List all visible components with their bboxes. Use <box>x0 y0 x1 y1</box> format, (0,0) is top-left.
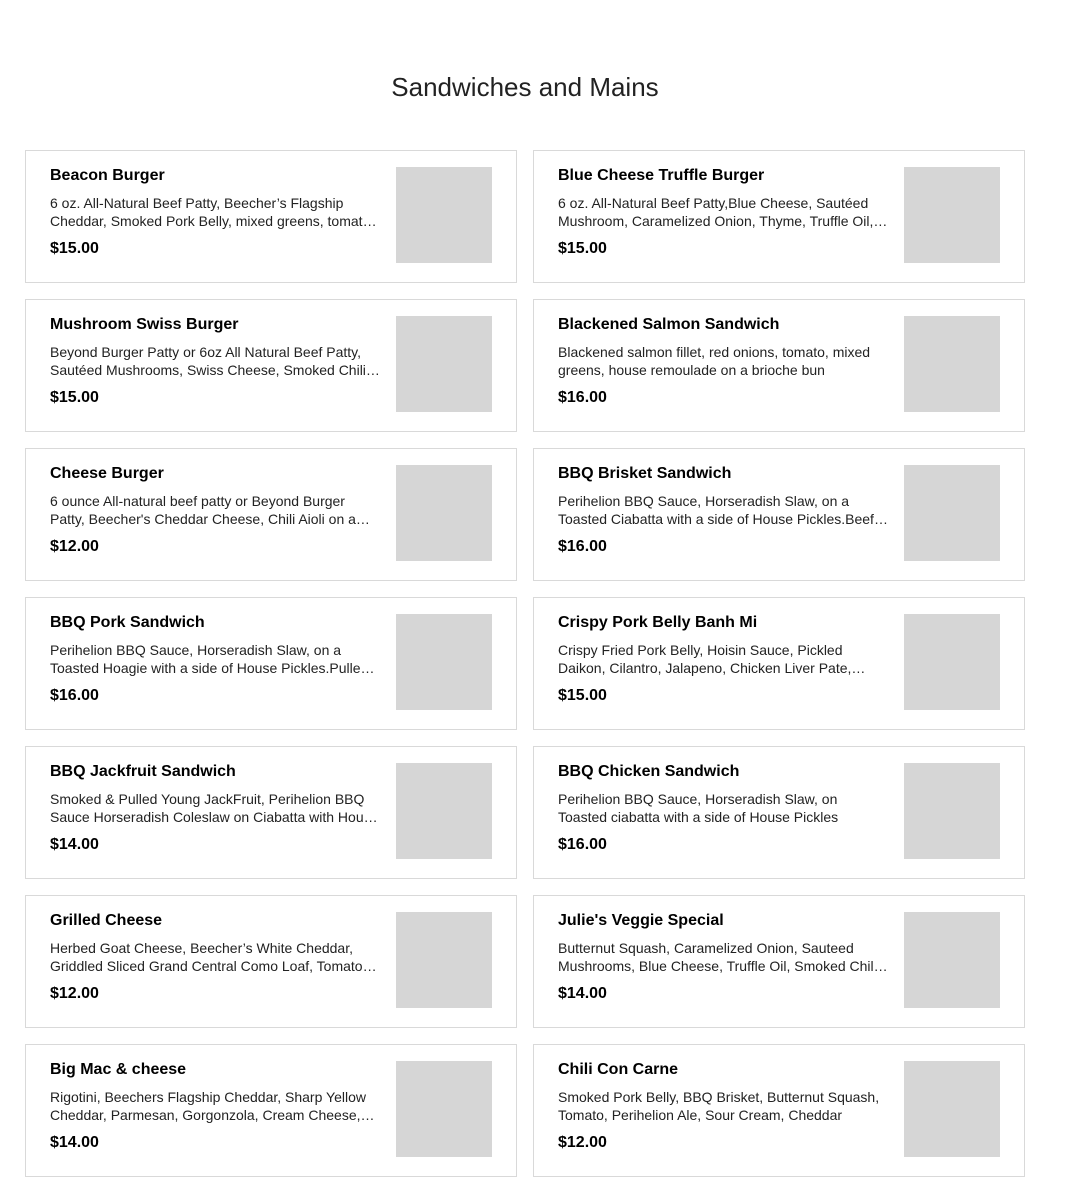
menu-item-card[interactable] <box>25 1044 517 1177</box>
item-description: Beyond Burger Patty or 6oz All Natural Beef Patty, Sautéed Mushrooms, Swiss Cheese, Smoked Chili <box>50 344 366 378</box>
item-price: $15.00 <box>50 389 99 406</box>
menu-item-card[interactable] <box>25 895 517 1028</box>
item-price: $15.00 <box>558 687 607 704</box>
item-description: Perihelion BBQ Sauce, Horseradish Slaw, on a Toasted Hoagie with a side of House Pickles.Pulled <box>50 642 369 676</box>
item-description: 6 oz. All-Natural Beef Patty,Blue Cheese, Sautéed Mushroom, Caramelized Onion, Thyme, Truffle Oil, <box>558 195 874 229</box>
item-name: Blackened Salmon Sandwich <box>558 316 780 333</box>
item-name: BBQ Chicken Sandwich <box>558 763 740 780</box>
menu-item-card[interactable] <box>25 150 517 283</box>
section-title: Sandwiches and Mains <box>391 72 659 102</box>
menu-item-card[interactable] <box>533 1044 1025 1177</box>
item-image-placeholder <box>904 465 1000 561</box>
item-image-placeholder <box>396 912 492 1008</box>
item-price: $15.00 <box>50 240 99 257</box>
menu-item-card[interactable] <box>533 150 1025 283</box>
item-price: $15.00 <box>558 240 607 257</box>
item-price: $16.00 <box>558 538 607 555</box>
item-name: BBQ Pork Sandwich <box>50 614 205 631</box>
menu-item-card[interactable] <box>533 895 1025 1028</box>
item-price: $14.00 <box>558 985 607 1002</box>
item-image-placeholder <box>396 167 492 263</box>
menu-grid <box>25 150 1025 1177</box>
item-description: Smoked & Pulled Young JackFruit, Perihelion BBQ Sauce Horseradish Coleslaw on Ciabatta with House <box>50 791 379 825</box>
item-name: Grilled Cheese <box>50 912 163 929</box>
item-name: BBQ Jackfruit Sandwich <box>50 763 236 780</box>
item-price: $12.00 <box>558 1134 607 1151</box>
item-name: Cheese Burger <box>50 465 164 482</box>
item-name: Blue Cheese Truffle Burger <box>558 167 765 184</box>
menu-item-card[interactable] <box>533 597 1025 730</box>
item-price: $14.00 <box>50 836 99 853</box>
menu-item-card[interactable] <box>533 448 1025 581</box>
item-image-placeholder <box>396 763 492 859</box>
menu-item-card[interactable] <box>25 597 517 730</box>
menu-item-card[interactable] <box>25 448 517 581</box>
item-image-placeholder <box>904 316 1000 412</box>
menu-item-card[interactable] <box>533 299 1025 432</box>
item-name: Crispy Pork Belly Banh Mi <box>558 614 758 631</box>
item-image-placeholder <box>904 167 1000 263</box>
item-description: Perihelion BBQ Sauce, Horseradish Slaw, on a Toasted Ciabatta with a side of House Pickles.Beef <box>558 493 874 527</box>
item-description: Butternut Squash, Caramelized Onion, Sauteed Mushrooms, Blue Cheese, Truffle Oil, Smoked Chili <box>558 940 877 974</box>
item-image-placeholder <box>904 763 1000 859</box>
item-image-placeholder <box>396 1061 492 1157</box>
item-image-placeholder <box>396 316 492 412</box>
item-price: $16.00 <box>558 836 607 853</box>
menu-item-card[interactable] <box>25 299 517 432</box>
item-description: Perihelion BBQ Sauce, Horseradish Slaw, on Toasted ciabatta with a side of House Pickles <box>558 791 839 825</box>
menu-item-card[interactable] <box>25 746 517 879</box>
item-image-placeholder <box>904 1061 1000 1157</box>
item-description: 6 oz. All-Natural Beef Patty, Beecher’s Flagship Cheddar, Smoked Pork Belly, mixed greens, tomato, <box>50 195 375 229</box>
item-description: 6 ounce All-natural beef patty or Beyond Burger Patty, Beecher's Cheddar Cheese, Chili Aioli on a <box>50 493 356 527</box>
item-image-placeholder <box>396 465 492 561</box>
item-name: Chili Con Carne <box>558 1061 679 1078</box>
item-name: Big Mac & cheese <box>50 1061 187 1078</box>
item-description: Crispy Fried Pork Belly, Hoisin Sauce, Pickled Daikon, Cilantro, Jalapeno, Chicken Liver Pate, <box>558 642 852 676</box>
item-description: Rigotini, Beechers Flagship Cheddar, Sharp Yellow Cheddar, Parmesan, Gorgonzola, Cream Cheese, <box>50 1089 366 1123</box>
item-price: $12.00 <box>50 538 99 555</box>
item-description: Smoked Pork Belly, BBQ Brisket, Butternut Squash, Tomato, Perihelion Ale, Sour Cream, Cheddar <box>558 1089 880 1123</box>
item-price: $16.00 <box>50 687 99 704</box>
item-description: Blackened salmon fillet, red onions, tomato, mixed greens, house remoulade on a brioche bun <box>558 344 871 378</box>
item-name: Mushroom Swiss Burger <box>50 316 239 333</box>
item-price: $16.00 <box>558 389 607 406</box>
item-name: BBQ Brisket Sandwich <box>558 465 732 482</box>
item-price: $12.00 <box>50 985 99 1002</box>
item-image-placeholder <box>904 614 1000 710</box>
item-price: $14.00 <box>50 1134 99 1151</box>
menu-item-card[interactable] <box>533 746 1025 879</box>
item-image-placeholder <box>904 912 1000 1008</box>
item-name: Beacon Burger <box>50 167 165 184</box>
item-name: Julie's Veggie Special <box>558 912 724 929</box>
item-description: Herbed Goat Cheese, Beecher’s White Cheddar, Griddled Sliced Grand Central Como Loaf, Tomato <box>50 940 363 974</box>
item-image-placeholder <box>396 614 492 710</box>
